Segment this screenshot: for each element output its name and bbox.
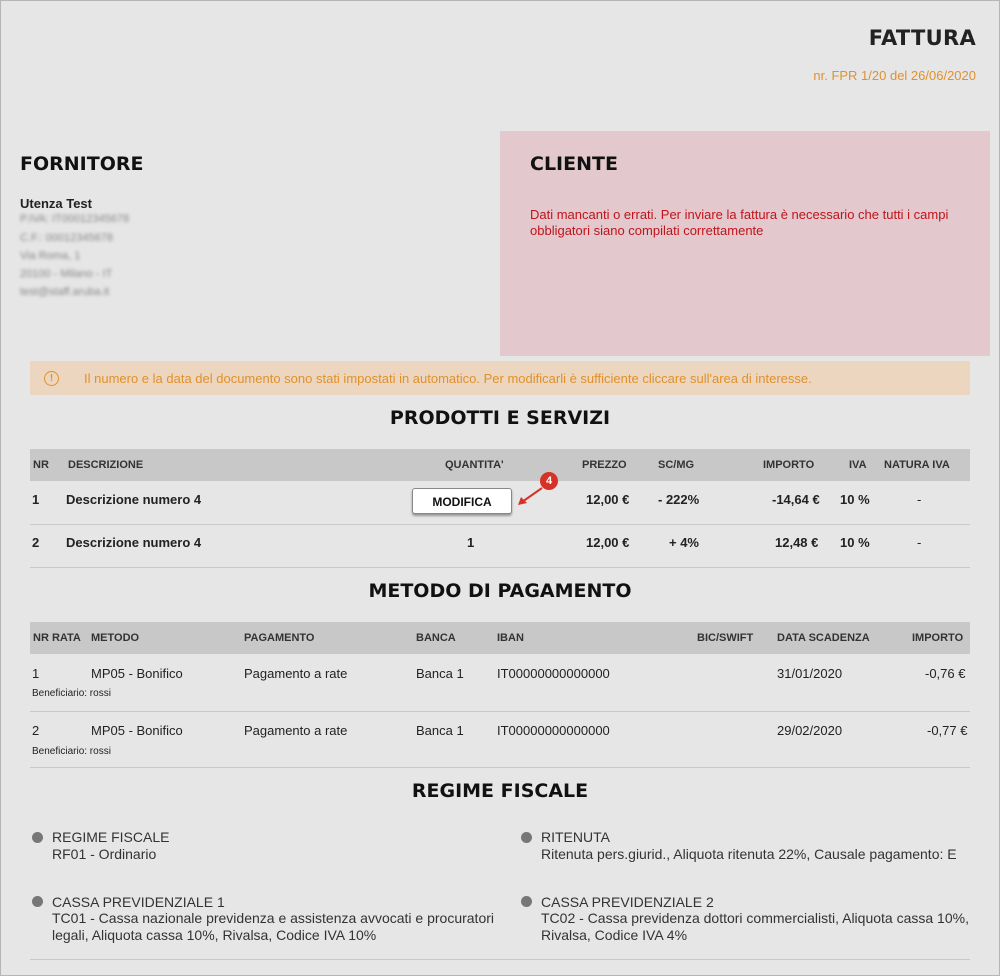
row-natura: - <box>917 535 922 550</box>
invoice-title: FATTURA <box>868 26 976 50</box>
fornitore-address: Via Roma, 1 <box>20 250 81 262</box>
fornitore-vat: P.IVA: IT00012345678 <box>20 213 130 225</box>
table-row[interactable] <box>30 475 970 525</box>
row-natura: - <box>917 492 922 507</box>
ritenuta-value: Ritenuta pers.giurid., Aliquota ritenuta 22%, Causale pagamento: E <box>541 846 957 862</box>
rata-banca: Banca 1 <box>416 666 464 681</box>
fornitore-name: Utenza Test <box>20 196 92 211</box>
bullet-dot-icon <box>32 896 43 907</box>
col-nr: NR <box>33 459 49 471</box>
cassa-1-label: CASSA PREVIDENZIALE 1 <box>52 894 225 910</box>
fornitore-email: test@staff.aruba.it <box>20 286 110 298</box>
row-sc: - 222% <box>658 492 700 507</box>
fornitore-city: 20100 - Milano - IT <box>20 268 113 280</box>
row-price: 12,00 € <box>586 492 630 507</box>
step-badge: 4 <box>540 472 558 490</box>
col-descrizione: DESCRIZIONE <box>68 459 144 471</box>
rata-metodo: MP05 - Bonifico <box>91 666 183 681</box>
bottom-divider <box>30 959 970 960</box>
col-quantita: QUANTITA' <box>445 459 504 471</box>
col-pagamento: PAGAMENTO <box>244 632 315 644</box>
rata-scadenza: 29/02/2020 <box>777 723 843 738</box>
bullet-dot-icon <box>521 896 532 907</box>
row-importo: -14,64 € <box>772 492 820 507</box>
products-title: PRODOTTI E SERVIZI <box>389 407 611 429</box>
cassa-2-value: TC02 - Cassa previdenza dottori commercialisti, Aliquota cassa 10%, Rivalsa, Codice IVA 4% <box>541 910 969 943</box>
fornitore-heading: FORNITORE <box>20 153 144 175</box>
table-row[interactable] <box>30 654 970 712</box>
row-iva: 10 % <box>840 535 870 550</box>
bullet-dot-icon <box>32 832 43 843</box>
col-importo: IMPORTO <box>763 459 815 471</box>
col-iban: IBAN <box>497 632 524 644</box>
rata-importo: -0,77 € <box>927 723 968 738</box>
col-nr-rata: NR RATA <box>33 632 81 644</box>
cliente-error-message: Dati mancanti o errati. Per inviare la fattura è necessario che tutti i campi obbligatori siano compilati correttamente <box>530 207 949 238</box>
row-nr: 1 <box>32 492 40 507</box>
payment-title: METODO DI PAGAMENTO <box>368 580 632 602</box>
ritenuta-label: RITENUTA <box>541 829 610 845</box>
rata-pagamento: Pagamento a rate <box>244 723 348 738</box>
arrow-pointer-icon <box>516 485 546 507</box>
regime-fiscale-value: RF01 - Ordinario <box>52 846 157 862</box>
modifica-button[interactable]: MODIFICA <box>412 488 512 514</box>
col-natura-iva: NATURA IVA <box>884 459 950 471</box>
payment-table-header <box>30 622 970 654</box>
col-prezzo: PREZZO <box>582 459 627 471</box>
col-banca: BANCA <box>416 632 456 644</box>
cliente-box[interactable] <box>500 131 990 356</box>
regime-fiscale-label: REGIME FISCALE <box>52 829 170 845</box>
col-iva: IVA <box>849 459 867 471</box>
table-row[interactable] <box>30 712 970 768</box>
row-desc: Descrizione numero 4 <box>66 535 202 550</box>
rata-scadenza: 31/01/2020 <box>777 666 843 681</box>
rata-banca: Banca 1 <box>416 723 464 738</box>
warning-circle-icon: ! <box>44 371 59 386</box>
table-row[interactable] <box>30 525 970 568</box>
rata-pagamento: Pagamento a rate <box>244 666 348 681</box>
cassa-2-label: CASSA PREVIDENZIALE 2 <box>541 894 714 910</box>
cliente-heading: CLIENTE <box>530 153 618 175</box>
col-bic: BIC/SWIFT <box>697 632 754 644</box>
document-number[interactable]: nr. FPR 1/20 del 26/06/2020 <box>813 68 976 83</box>
col-metodo: METODO <box>91 632 140 644</box>
row-iva: 10 % <box>840 492 870 507</box>
products-table-header <box>30 449 970 481</box>
fornitore-cf: C.F.: 00012345678 <box>20 232 113 244</box>
rata-nr: 1 <box>32 666 40 681</box>
regime-title: REGIME FISCALE <box>411 780 589 802</box>
col-scadenza: DATA SCADENZA <box>777 632 870 644</box>
rata-nr: 2 <box>32 723 40 738</box>
row-qty: 1 <box>467 535 475 550</box>
row-importo: 12,48 € <box>775 535 819 550</box>
row-sc: + 4% <box>669 535 699 550</box>
rata-metodo: MP05 - Bonifico <box>91 723 183 738</box>
bullet-dot-icon <box>521 832 532 843</box>
rata-beneficiario: Beneficiario: rossi <box>32 688 111 699</box>
rata-beneficiario: Beneficiario: rossi <box>32 746 111 757</box>
col-importo-rata: IMPORTO <box>912 632 964 644</box>
col-scmg: SC/MG <box>658 459 695 471</box>
notice-text: Il numero e la data del documento sono stati impostati in automatico. Per modificarli è sufficiente cliccare sull'area di interesse. <box>84 371 812 386</box>
row-desc: Descrizione numero 4 <box>66 492 202 507</box>
rata-importo: -0,76 € <box>925 666 966 681</box>
row-nr: 2 <box>32 535 40 550</box>
rata-iban: IT00000000000000 <box>497 666 610 681</box>
cassa-1-value: TC01 - Cassa nazionale previdenza e assistenza avvocati e procuratori legali, Aliquota cassa 10%, Rivalsa, Codice IVA 10% <box>52 910 495 943</box>
auto-number-notice <box>30 361 970 395</box>
row-price: 12,00 € <box>586 535 630 550</box>
rata-iban: IT00000000000000 <box>497 723 610 738</box>
